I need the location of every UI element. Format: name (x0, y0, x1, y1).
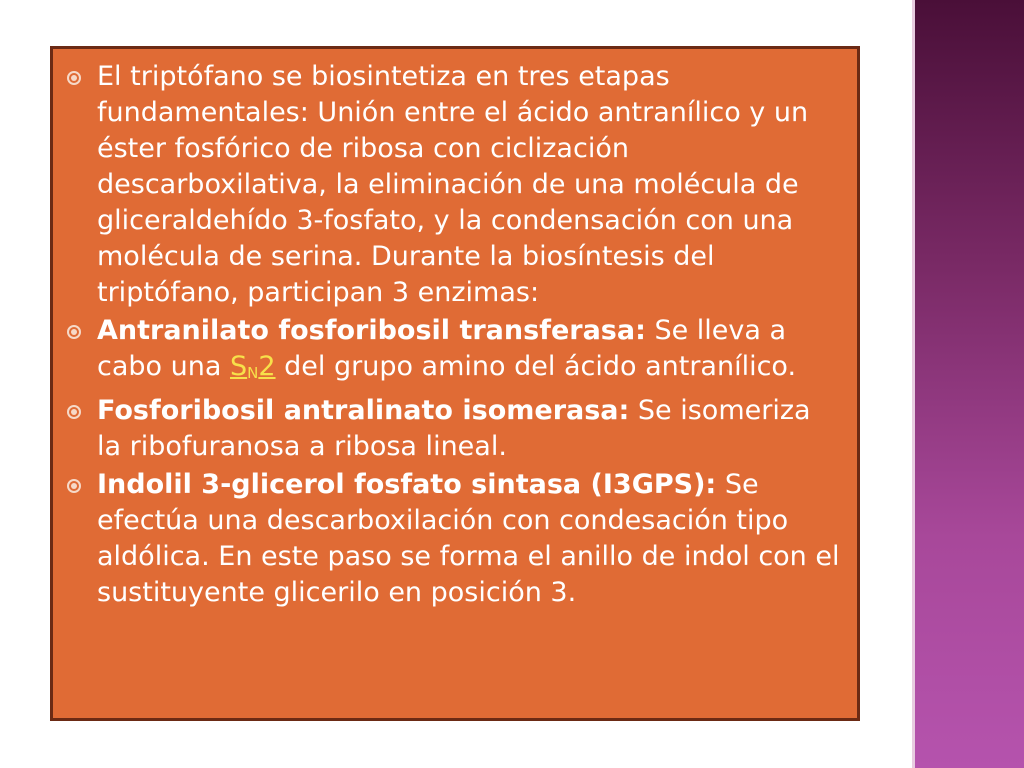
bullet-text: Se efectúa una descarboxilación con condesación tipo aldólica. En este paso se forma el anillo de indol con el sustituyente glicerilo en posición 3. (97, 469, 840, 608)
enzyme-name: Indolil 3-glicerol fosfato sintasa (I3GPS): (97, 469, 717, 500)
bullet-circle-icon (67, 405, 81, 419)
bullet-text: Se isomeriza la ribofuranosa a ribosa lineal. (97, 395, 811, 462)
sn2-link-sub: N (247, 364, 259, 382)
bullet-text: El triptófano se biosintetiza en tres etapas fundamentales: Unión entre el ácido antranílico y un éster fosfórico de ribosa con ciclización descarboxilativa, la eliminación de una molécula de gliceraldehído 3-fosfato, y la condensación con una molécula de serina. Durante la biosíntesis del triptófano, participan 3 enzimas: (97, 61, 809, 308)
bullet-circle-icon (67, 71, 81, 85)
bullet-item (65, 393, 841, 465)
bullet-circle-icon (67, 325, 81, 339)
bullet-item (65, 59, 841, 311)
sn2-link[interactable] (230, 351, 276, 382)
decorative-side-band (912, 0, 1024, 768)
bullet-text: del grupo amino del ácido antranílico. (275, 351, 797, 382)
bullet-text: Se lleva a cabo una (97, 315, 787, 382)
content-box (50, 46, 860, 721)
enzyme-name: Fosforibosil antralinato isomerasa: (97, 395, 630, 426)
bullet-item (65, 313, 841, 391)
enzyme-name: Antranilato fosforibosil transferasa: (97, 315, 646, 346)
bullet-circle-icon (67, 479, 81, 493)
bullet-item (65, 467, 841, 611)
sn2-link-main: S (229, 351, 248, 382)
bullet-list (65, 59, 841, 611)
sn2-link-tail: 2 (258, 351, 276, 382)
